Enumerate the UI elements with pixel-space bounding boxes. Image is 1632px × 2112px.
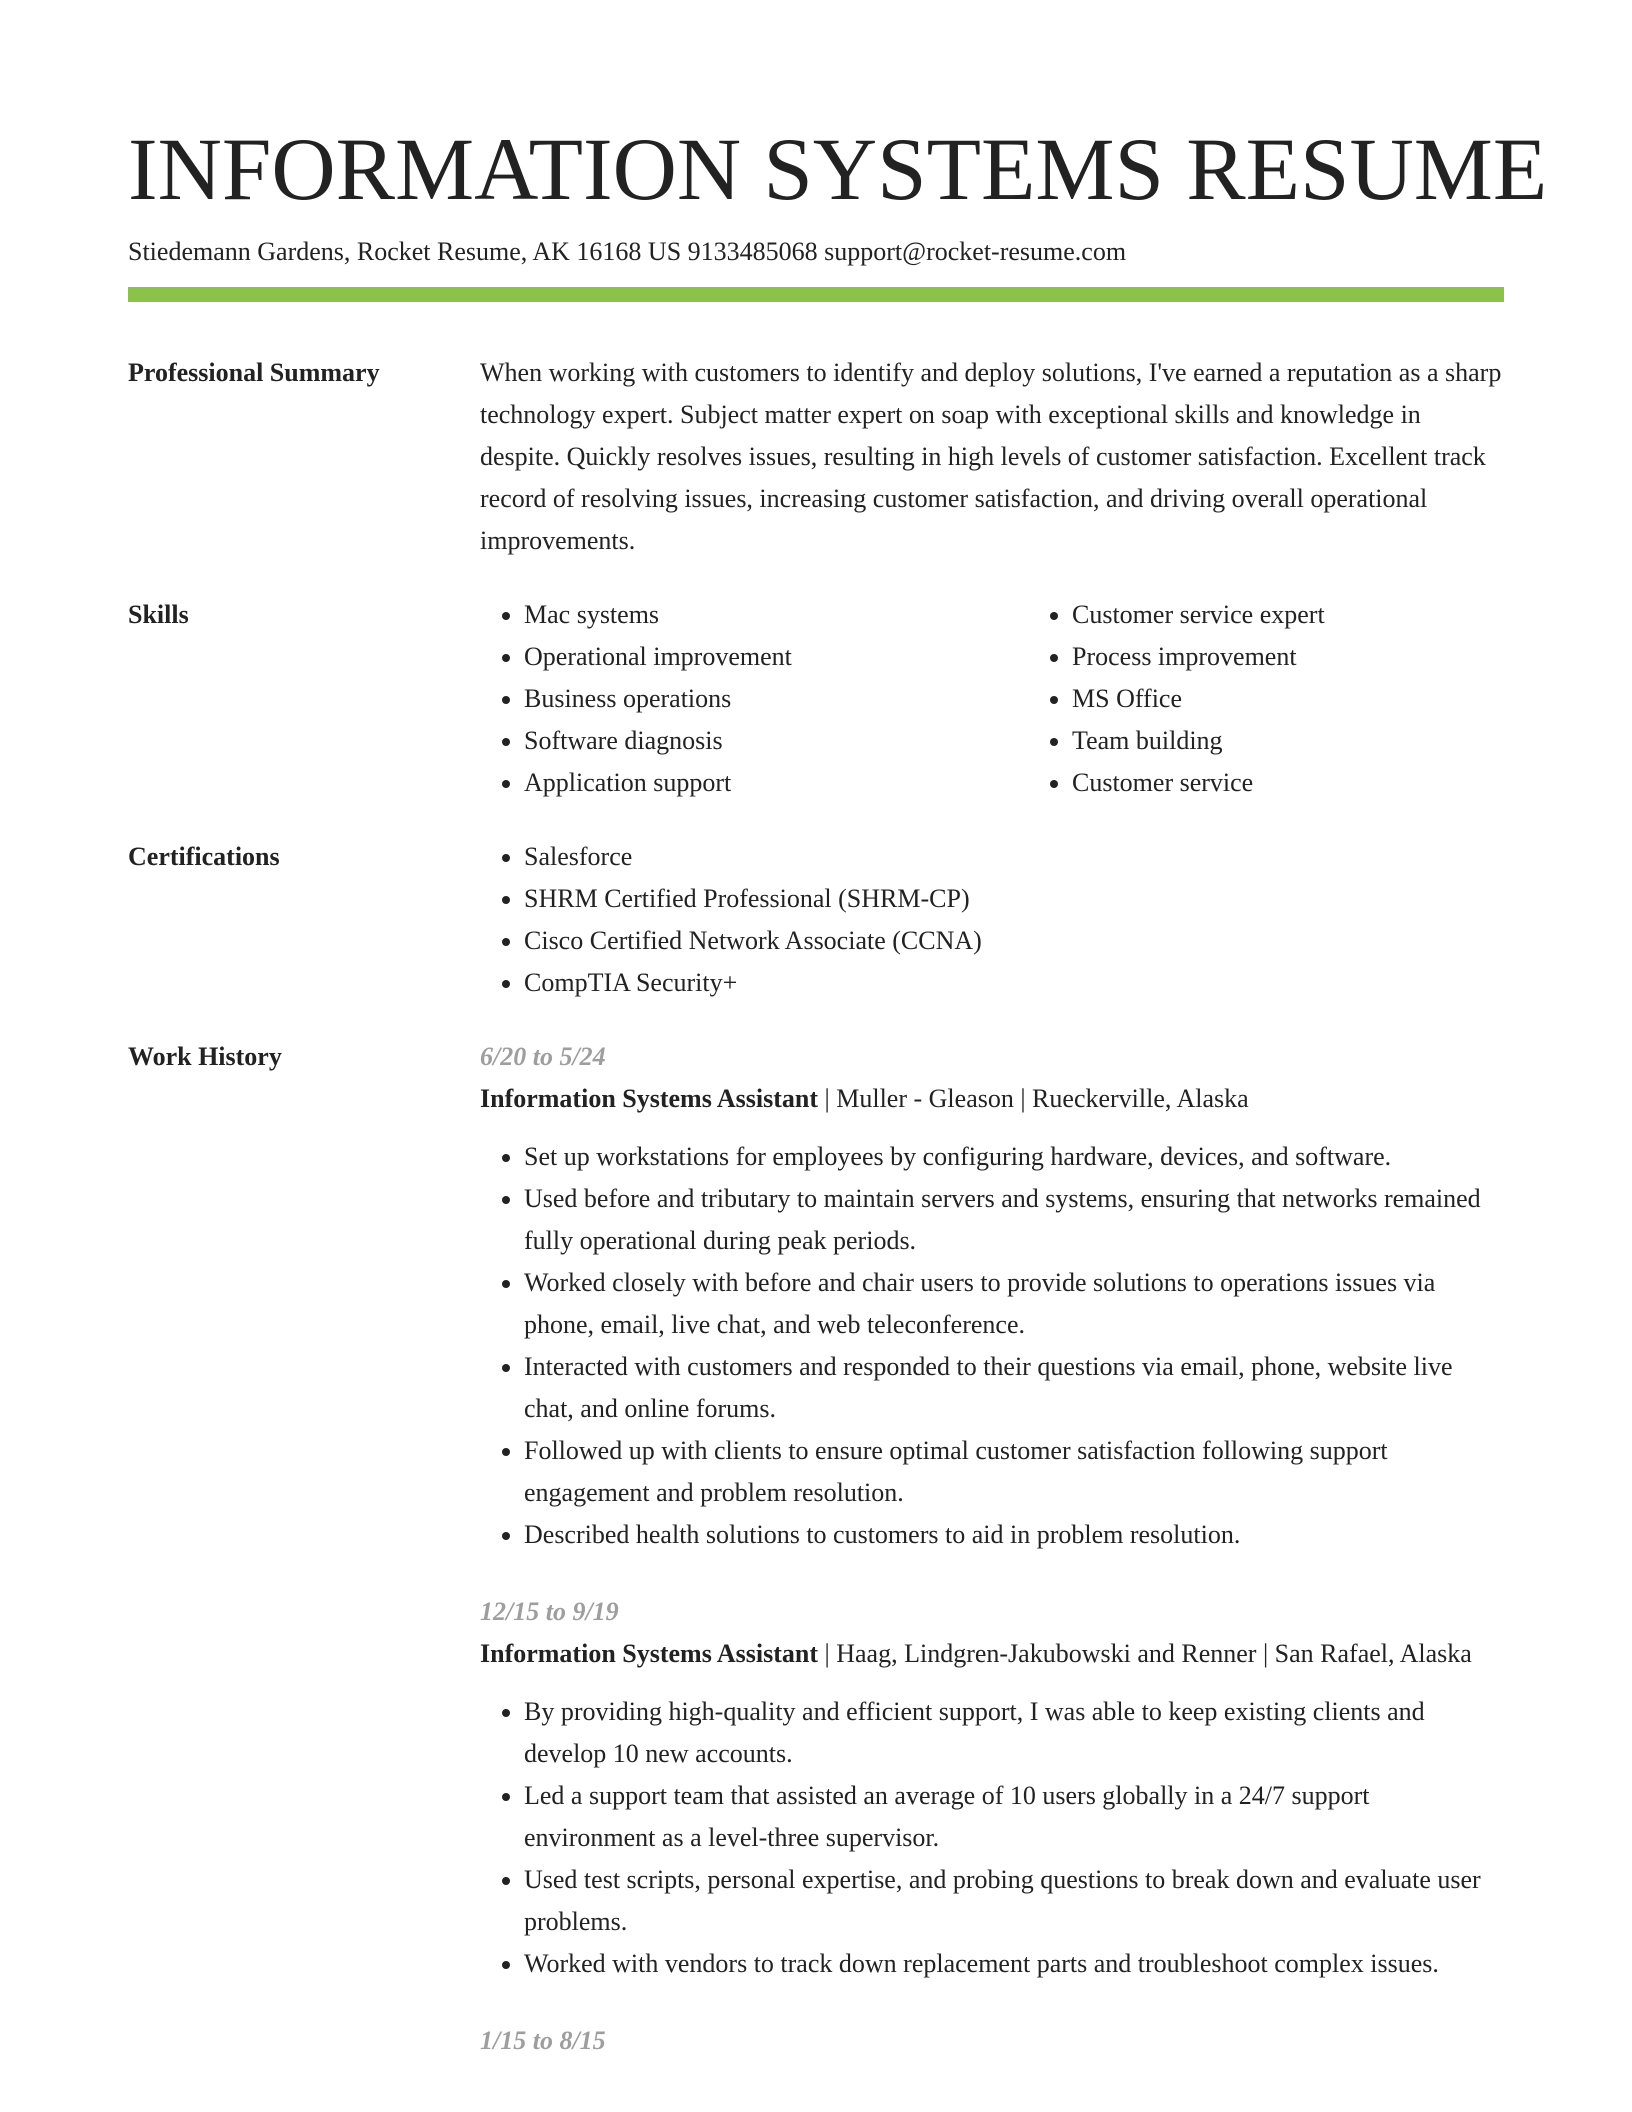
skills-list-right: [1028, 594, 1504, 804]
skill-item: • Software diagnosis: [524, 720, 1028, 762]
section-title-summary: Professional Summary: [128, 358, 380, 387]
certification-item: • Salesforce: [524, 836, 1504, 878]
certification-item: • SHRM Certified Professional (SHRM-CP): [524, 878, 1504, 920]
skill-item: • MS Office: [1072, 678, 1504, 720]
job-title: Information Systems Assistant: [480, 1639, 819, 1668]
skill-item: • Application support: [524, 762, 1028, 804]
job-dates: 1/15 to 8/15: [480, 2026, 606, 2055]
job-employer-location: | Muller - Gleason | Rueckerville, Alaska: [818, 1084, 1249, 1113]
job-title: Information Systems Assistant: [480, 1084, 819, 1113]
job-bullets: [480, 1691, 1504, 1985]
skill-item: • Operational improvement: [524, 636, 1028, 678]
job-bullet: • Followed up with clients to ensure optimal customer satisfaction following support engagement and problem resolution.: [524, 1430, 1504, 1514]
job-entry: [480, 1036, 1504, 1556]
job-bullet: • Set up workstations for employees by configuring hardware, devices, and software.: [524, 1136, 1504, 1178]
job-bullet: • Used test scripts, personal expertise, and probing questions to break down and evaluate user problems.: [524, 1859, 1504, 1943]
section-title-work-history: Work History: [128, 1042, 282, 1071]
skill-item: • Customer service: [1072, 762, 1504, 804]
resume-page: [128, 118, 1548, 2097]
section-title-skills: Skills: [128, 600, 189, 629]
job-bullets: [480, 1136, 1504, 1556]
job-bullet: • By providing high-quality and efficient support, I was able to keep existing clients and develop 10 new accounts.: [524, 1691, 1504, 1775]
job-bullet: • Interacted with customers and responded to their questions via email, phone, website live chat, and online forums.: [524, 1346, 1504, 1430]
resume-title: INFORMATION SYSTEMS RESUME: [128, 121, 1548, 219]
skills-list-left: [480, 594, 1028, 804]
certification-item: • CompTIA Security+: [524, 962, 1504, 1004]
job-bullet: • Used before and tributary to maintain servers and systems, ensuring that networks remained fully operational during peak periods.: [524, 1178, 1504, 1262]
certifications-list: [480, 836, 1504, 1004]
job-dates: 12/15 to 9/19: [480, 1597, 619, 1626]
job-employer-location: | Haag, Lindgren-Jakubowski and Renner | San Rafael, Alaska: [818, 1639, 1472, 1668]
skills-section: [128, 594, 1504, 804]
skill-item: • Process improvement: [1072, 636, 1504, 678]
job-dates: 6/20 to 5/24: [480, 1042, 606, 1071]
job-bullet: • Described health solutions to customers to aid in problem resolution.: [524, 1514, 1504, 1556]
job-bullet: • Worked with vendors to track down replacement parts and troubleshoot complex issues.: [524, 1943, 1504, 1985]
summary-text: When working with customers to identify and deploy solutions, I've earned a reputation as a sharp technology expert. Subject matter expert on soap with exceptional skills and knowledge in despite. Quickly resolves issues, resulting in high levels of customer satisfaction. Excellent track record of resolving issues, increasing customer satisfaction, and driving overall operational improvements.: [480, 358, 1502, 555]
job-heading: [480, 1078, 1504, 1120]
job-entry: [480, 1591, 1504, 1985]
job-entry: [480, 2020, 1504, 2062]
job-heading: [480, 1633, 1504, 1675]
job-bullet: • Worked closely with before and chair users to provide solutions to operations issues via phone, email, live chat, and web teleconference.: [524, 1262, 1504, 1346]
certifications-section: [128, 836, 1504, 1004]
skill-item: • Customer service expert: [1072, 594, 1504, 636]
accent-divider: [128, 287, 1504, 302]
summary-section: [128, 352, 1504, 562]
contact-line: Stiedemann Gardens, Rocket Resume, AK 16168 US 9133485068 support@rocket-resume.com: [128, 237, 1127, 266]
section-title-certifications: Certifications: [128, 842, 280, 871]
skill-item: • Team building: [1072, 720, 1504, 762]
certification-item: • Cisco Certified Network Associate (CCNA): [524, 920, 1504, 962]
skill-item: • Business operations: [524, 678, 1028, 720]
resume-body: [128, 352, 1504, 2097]
job-bullet: • Led a support team that assisted an average of 10 users globally in a 24/7 support environment as a level-three supervisor.: [524, 1775, 1504, 1859]
skill-item: • Mac systems: [524, 594, 1028, 636]
work-history-section: [128, 1036, 1504, 2097]
